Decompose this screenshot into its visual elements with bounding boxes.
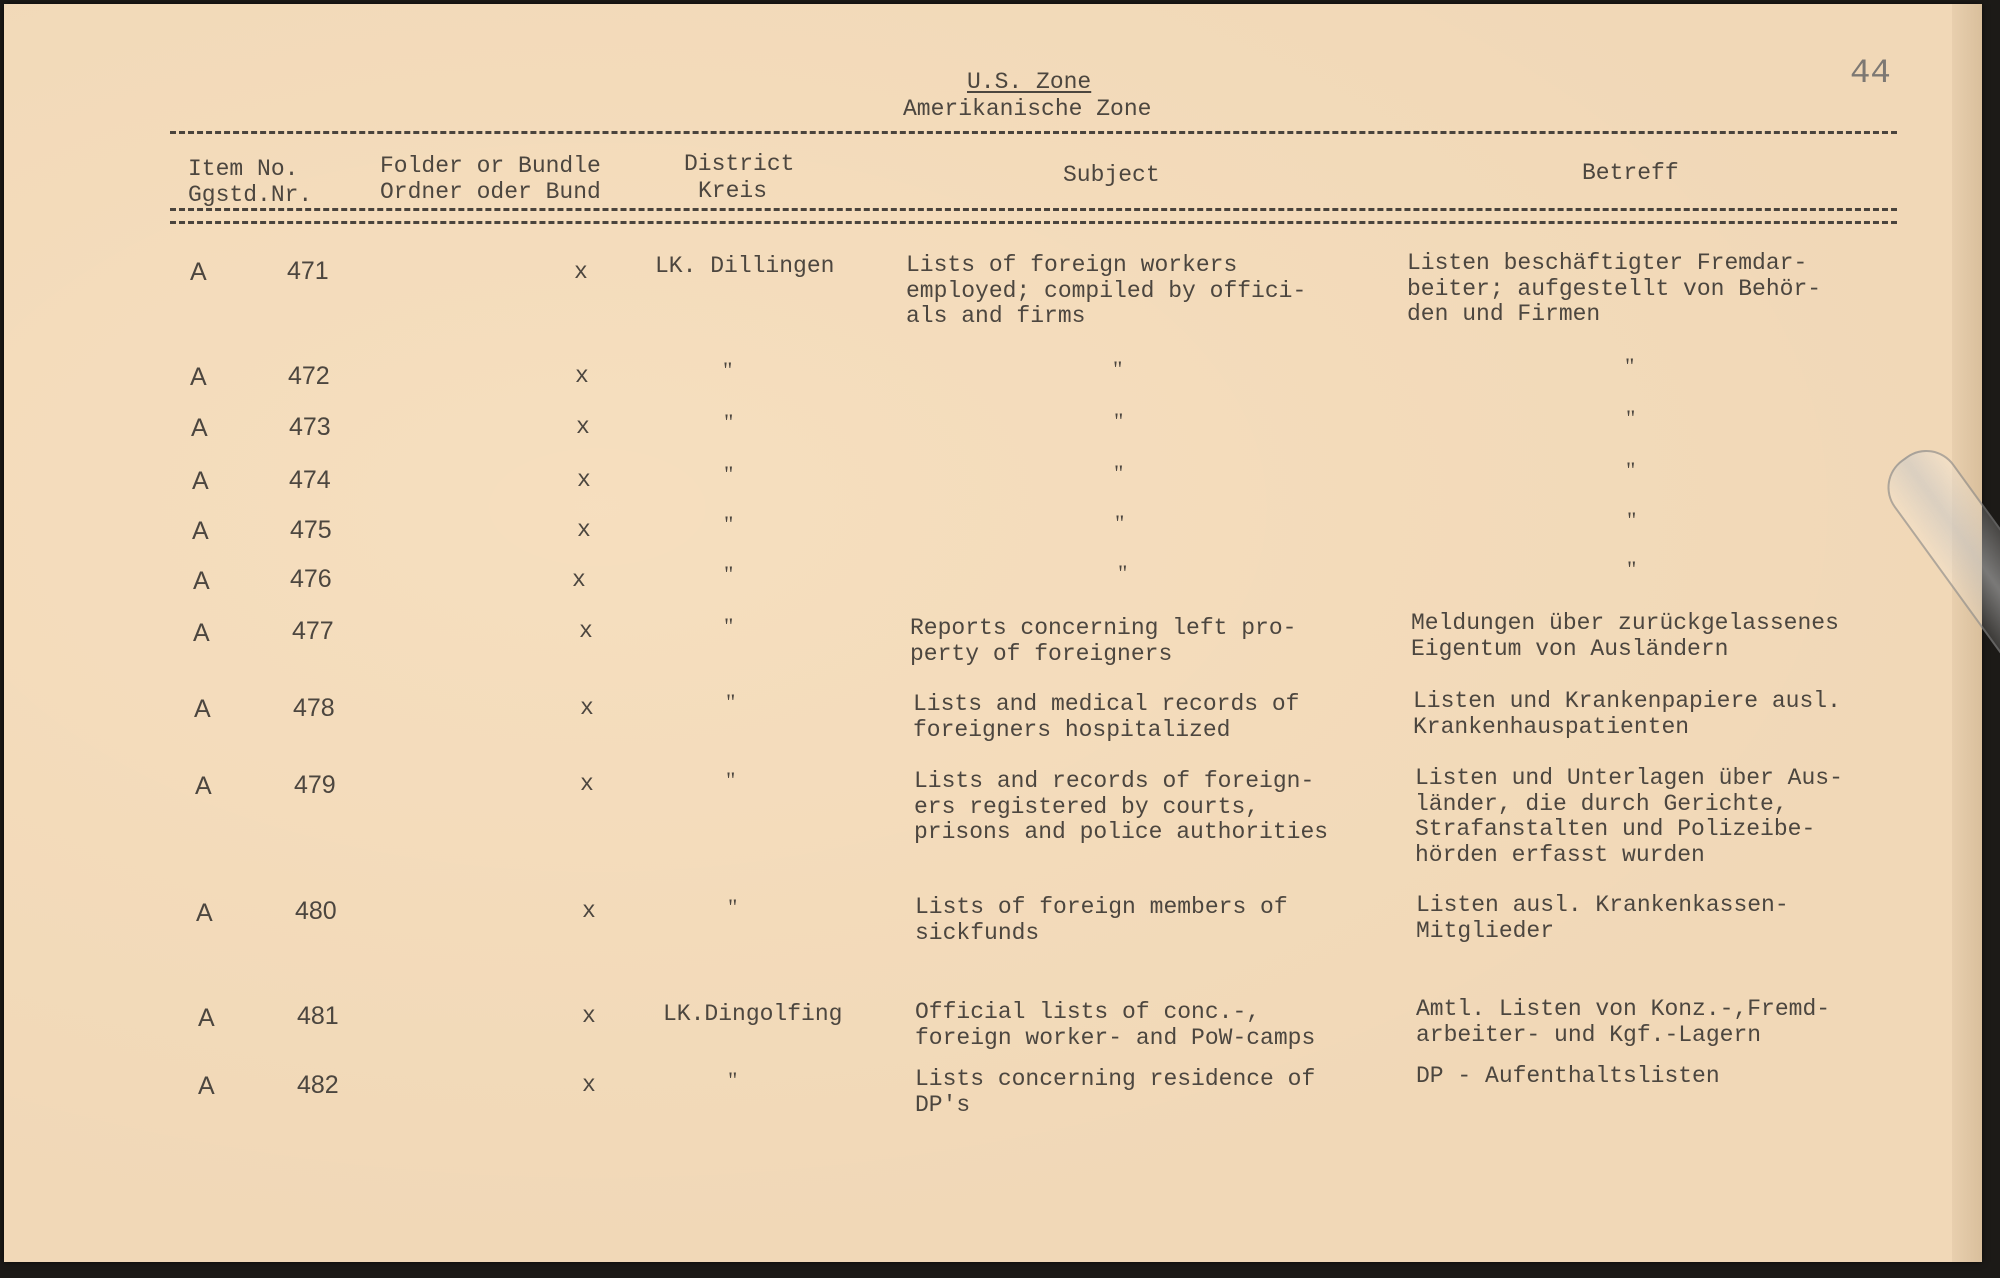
row-letter: A — [194, 695, 211, 723]
row-letter: A — [195, 772, 212, 800]
row-betreff: Meldungen über zurückgelassenes Eigentum von Ausländern — [1411, 610, 1839, 662]
col-header-item-no-de: Ggstd.Nr. — [188, 182, 313, 208]
page-edge — [1952, 4, 1982, 1262]
row-subject: Lists and records of foreign- ers registered by courts, prisons and police authorities — [914, 768, 1329, 845]
row-number: 478 — [293, 694, 335, 722]
row-number: 481 — [297, 1002, 339, 1030]
row-mark: x — [580, 695, 594, 721]
row-mark: x — [579, 618, 593, 644]
row-district-ditto: " — [724, 562, 734, 587]
row-mark: x — [577, 517, 591, 543]
row-number: 474 — [289, 466, 331, 494]
row-district-ditto: " — [726, 690, 736, 715]
row-mark: x — [580, 771, 594, 797]
row-betreff-ditto: " — [1627, 508, 1637, 533]
row-letter: A — [193, 567, 210, 595]
row-letter: A — [198, 1072, 215, 1100]
row-mark: x — [582, 898, 596, 924]
row-number: 472 — [288, 362, 330, 390]
row-mark: x — [577, 467, 591, 493]
row-betreff-ditto: " — [1625, 354, 1635, 379]
row-number: 482 — [297, 1071, 339, 1099]
row-letter: A — [190, 363, 207, 391]
row-subject: Reports concerning left pro- perty of foreigners — [910, 615, 1297, 667]
row-letter: A — [193, 619, 210, 647]
row-letter: A — [192, 467, 209, 495]
row-district: LK. Dillingen — [655, 253, 835, 279]
row-subject-ditto: " — [1114, 461, 1124, 486]
row-mark: x — [574, 259, 588, 285]
col-header-district-en: District — [684, 151, 795, 177]
row-district: LK.Dingolfing — [663, 1001, 843, 1027]
row-number: 476 — [290, 565, 332, 593]
row-district-ditto: " — [724, 410, 734, 435]
row-subject: Lists concerning residence of DP's — [915, 1066, 1316, 1118]
row-mark: x — [582, 1072, 596, 1098]
row-betreff-ditto: " — [1626, 406, 1636, 431]
col-header-item-no-en: Item No. — [188, 156, 299, 182]
row-district-ditto: " — [728, 895, 738, 920]
row-subject-ditto: " — [1115, 511, 1125, 536]
row-subject: Lists of foreign members of sickfunds — [915, 894, 1288, 946]
row-number: 479 — [294, 771, 336, 799]
row-mark: x — [582, 1003, 596, 1029]
row-betreff: Amtl. Listen von Konz.-,Fremd- arbeiter- und Kgf.-Lagern — [1416, 996, 1831, 1048]
row-number: 473 — [289, 413, 331, 441]
header-rule-top — [170, 131, 1897, 134]
row-mark: x — [572, 567, 586, 593]
col-header-subject: Subject — [1063, 162, 1160, 188]
row-district-ditto: " — [728, 1068, 738, 1093]
row-mark: x — [575, 363, 589, 389]
row-number: 471 — [287, 257, 329, 285]
row-subject-ditto: " — [1114, 409, 1124, 434]
row-betreff: Listen und Krankenpapiere ausl. Krankenhauspatienten — [1413, 688, 1841, 740]
row-number: 475 — [290, 516, 332, 544]
row-letter: A — [198, 1004, 215, 1032]
row-letter: A — [192, 517, 209, 545]
row-betreff: Listen beschäftigter Fremdar- beiter; aufgestellt von Behör- den und Firmen — [1407, 250, 1822, 327]
row-letter: A — [196, 899, 213, 927]
page-number: 44 — [1850, 55, 1891, 93]
row-district-ditto: " — [724, 614, 734, 639]
row-letter: A — [190, 258, 207, 286]
row-district-ditto: " — [726, 768, 736, 793]
row-subject-ditto: " — [1113, 357, 1123, 382]
row-subject: Lists of foreign workers employed; compiled by offici- als and firms — [906, 252, 1307, 329]
zone-title-de: Amerikanische Zone — [903, 96, 1152, 122]
row-betreff: Listen und Unterlagen über Aus- länder, die durch Gerichte, Strafanstalten und Polizeibe- hörden erfasst wurden — [1415, 765, 1843, 868]
col-header-betreff: Betreff — [1582, 160, 1679, 186]
row-mark: x — [576, 414, 590, 440]
row-subject-ditto: " — [1118, 561, 1128, 586]
row-betreff-ditto: " — [1626, 458, 1636, 483]
col-header-district-de: Kreis — [698, 178, 768, 204]
row-district-ditto: " — [724, 512, 734, 537]
col-header-folder-de: Ordner oder Bund — [380, 179, 601, 205]
col-header-folder-en: Folder or Bundle — [380, 153, 601, 179]
row-subject: Official lists of conc.-, foreign worker- and PoW-camps — [915, 999, 1316, 1051]
row-district-ditto: " — [724, 462, 734, 487]
row-betreff: Listen ausl. Krankenkassen- Mitglieder — [1416, 892, 1789, 944]
row-district-ditto: " — [723, 358, 733, 383]
row-betreff-ditto: " — [1627, 557, 1637, 582]
row-subject: Lists and medical records of foreigners hospitalized — [913, 691, 1300, 743]
row-number: 477 — [292, 617, 334, 645]
header-rule-bottom — [170, 221, 1897, 224]
row-betreff: DP - Aufenthaltslisten — [1416, 1063, 1720, 1089]
zone-title-en: U.S. Zone — [967, 69, 1092, 95]
header-rule-mid — [170, 208, 1897, 211]
row-letter: A — [191, 414, 208, 442]
row-number: 480 — [295, 897, 337, 925]
